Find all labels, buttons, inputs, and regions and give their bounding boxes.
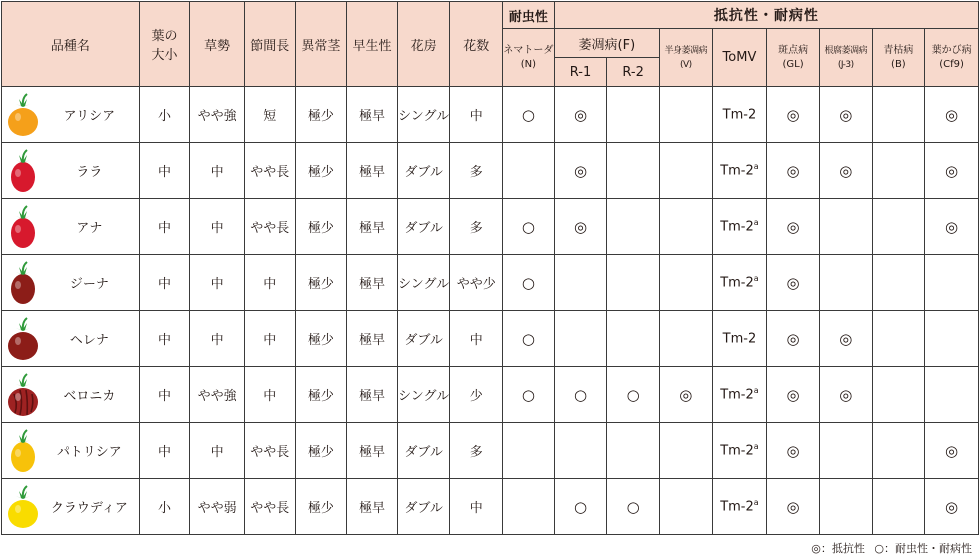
internode-length-cell xyxy=(244,423,295,479)
truss-type: シングル xyxy=(398,389,450,404)
plant-vigor: 中 xyxy=(210,221,224,236)
internode-length: やや長 xyxy=(250,501,290,516)
j3-mark-cell xyxy=(819,255,872,311)
tomv-superscript: a xyxy=(753,498,759,508)
gl-mark-cell xyxy=(767,311,820,367)
b-mark-cell xyxy=(872,255,925,311)
fusarium-r1-mark: ○ xyxy=(573,497,588,516)
abnormal-stem: 極少 xyxy=(307,165,334,180)
fusarium-r2-mark-cell xyxy=(607,87,660,143)
tomato-icon xyxy=(6,92,40,138)
internode-length-cell xyxy=(244,199,295,255)
abnormal-stem-cell xyxy=(295,199,347,255)
earliness: 極早 xyxy=(358,165,385,180)
j3-mark: ◎ xyxy=(839,161,853,180)
verticillium-mark-cell xyxy=(659,143,712,199)
verticillium-mark-cell xyxy=(659,311,712,367)
leaf-size-cell xyxy=(139,255,190,311)
header-gl-code: (GL) xyxy=(782,58,804,70)
header-variety-name: 品種名 xyxy=(2,2,140,87)
tomv-gene: Tm-2 xyxy=(722,107,757,123)
plant-vigor-cell xyxy=(190,367,245,423)
b-mark-cell xyxy=(872,311,925,367)
internode-length: 中 xyxy=(263,389,277,404)
tomv-gene-cell xyxy=(712,367,767,423)
tomato-icon xyxy=(6,148,40,194)
truss-type: ダブル xyxy=(404,501,443,516)
tomv-superscript: a xyxy=(753,386,759,396)
variety-trait-table xyxy=(1,1,979,535)
tomv-superscript: a xyxy=(753,218,759,228)
j3-mark-cell xyxy=(819,367,872,423)
truss-type: ダブル xyxy=(404,445,443,460)
header-fusarium-wilt: 萎凋病(F) xyxy=(554,29,659,58)
abnormal-stem-cell xyxy=(295,479,347,535)
plant-vigor-cell xyxy=(190,479,245,535)
flower-count-cell xyxy=(450,143,503,199)
gl-mark-cell xyxy=(767,423,820,479)
tomv-gene-cell xyxy=(712,479,767,535)
earliness: 極早 xyxy=(358,445,385,460)
fusarium-r2-mark-cell xyxy=(607,255,660,311)
tomv-superscript: a xyxy=(753,274,759,284)
leaf-size-cell xyxy=(139,423,190,479)
leaf-size: 小 xyxy=(157,501,171,516)
nematode-mark-cell xyxy=(503,143,555,199)
plant-vigor: 中 xyxy=(210,333,224,348)
earliness-cell xyxy=(347,255,398,311)
gl-mark: ◎ xyxy=(786,105,800,124)
tomv-gene-cell xyxy=(712,255,767,311)
header-j3-code: (J-3) xyxy=(837,59,854,70)
verticillium-mark-cell xyxy=(659,199,712,255)
internode-length-cell xyxy=(244,255,295,311)
header-cf9-label: 葉かび病 xyxy=(931,44,972,56)
nematode-mark: ○ xyxy=(521,217,535,236)
fusarium-r1-mark-cell xyxy=(554,143,607,199)
j3-mark-cell xyxy=(819,311,872,367)
truss-type: ダブル xyxy=(404,165,443,180)
j3-mark-cell xyxy=(819,87,872,143)
fusarium-r2-mark: ○ xyxy=(626,497,640,516)
truss-type-cell xyxy=(397,255,450,311)
abnormal-stem-cell xyxy=(295,311,347,367)
tomato-icon xyxy=(6,204,40,250)
header-earliness: 早生性 xyxy=(347,2,398,87)
legend-tolerant: ○：耐虫性・耐病性 xyxy=(874,542,972,555)
flower-count-cell xyxy=(450,367,503,423)
earliness: 極早 xyxy=(358,221,385,236)
leaf-size: 中 xyxy=(157,221,171,236)
abnormal-stem: 極少 xyxy=(307,333,334,348)
b-mark-cell xyxy=(872,87,925,143)
tomato-icon xyxy=(6,260,40,306)
header-cf9-code: (Cf9) xyxy=(939,58,964,70)
flower-count-cell xyxy=(450,255,503,311)
verticillium-mark-cell xyxy=(659,87,712,143)
internode-length: 短 xyxy=(263,109,277,124)
nematode-mark-cell xyxy=(503,199,555,255)
plant-vigor: やや弱 xyxy=(197,501,237,516)
flower-count: 多 xyxy=(469,221,483,236)
cf9-mark-cell xyxy=(925,199,979,255)
cf9-mark-cell xyxy=(925,143,979,199)
plant-vigor-cell xyxy=(190,423,245,479)
j3-mark-cell xyxy=(819,143,872,199)
variety-name: アリシア xyxy=(63,109,116,124)
fusarium-r1-mark-cell xyxy=(554,87,607,143)
tomato-icon xyxy=(6,428,40,474)
header-fusarium-r1: R-1 xyxy=(554,58,607,87)
header-b-label: 青枯病 xyxy=(883,44,914,56)
nematode-mark-cell xyxy=(503,87,555,143)
tomv-gene: Tm-2 xyxy=(720,163,754,179)
earliness-cell xyxy=(347,87,398,143)
truss-type-cell xyxy=(397,143,450,199)
gl-mark-cell xyxy=(767,255,820,311)
fusarium-r1-mark: ◎ xyxy=(573,161,588,180)
j3-mark-cell xyxy=(819,479,872,535)
header-truss-type: 花房 xyxy=(397,2,450,87)
leaf-size-cell xyxy=(139,143,190,199)
plant-vigor-cell xyxy=(190,311,245,367)
gl-mark-cell xyxy=(767,199,820,255)
cf9-mark: ◎ xyxy=(945,497,959,516)
fusarium-r1-mark-cell xyxy=(554,479,607,535)
truss-type-cell xyxy=(397,87,450,143)
nematode-mark-cell xyxy=(503,479,555,535)
header-flower-count: 花数 xyxy=(450,2,503,87)
variety-name: ララ xyxy=(76,165,103,180)
fusarium-r2-mark-cell xyxy=(607,479,660,535)
plant-vigor-cell xyxy=(190,255,245,311)
verticillium-mark-cell xyxy=(659,367,712,423)
cf9-mark-cell xyxy=(925,255,979,311)
flower-count-cell xyxy=(450,199,503,255)
fusarium-r1-mark: ◎ xyxy=(573,105,588,124)
header-gray-leaf-spot xyxy=(767,29,820,87)
earliness-cell xyxy=(347,311,398,367)
internode-length: 中 xyxy=(263,277,277,292)
internode-length-cell xyxy=(244,143,295,199)
tomato-icon xyxy=(6,316,40,362)
earliness-cell xyxy=(347,199,398,255)
internode-length-cell xyxy=(244,87,295,143)
header-bacterial-wilt xyxy=(872,29,925,87)
gl-mark-cell xyxy=(767,367,820,423)
gl-mark: ◎ xyxy=(786,217,800,236)
table-row xyxy=(2,255,979,311)
header-leaf-size-line2: 大小 xyxy=(151,48,178,63)
fusarium-r2-mark-cell xyxy=(607,143,660,199)
variety-name-cell xyxy=(2,255,140,311)
j3-mark-cell xyxy=(819,423,872,479)
header-tomv: ToMV xyxy=(712,29,767,87)
header-gl-label: 斑点病 xyxy=(778,44,809,56)
header-disease-resistance-group: 抵抗性・耐病性 xyxy=(554,2,978,29)
variety-name: ジーナ xyxy=(69,277,109,292)
internode-length-cell xyxy=(244,311,295,367)
leaf-size: 中 xyxy=(157,389,171,404)
abnormal-stem: 極少 xyxy=(307,501,334,516)
internode-length: やや長 xyxy=(250,165,290,180)
tomv-gene: Tm-2 xyxy=(720,275,754,291)
flower-count: 中 xyxy=(469,333,483,348)
header-leaf-mold xyxy=(925,29,979,87)
gl-mark: ◎ xyxy=(786,273,800,292)
earliness: 極早 xyxy=(358,501,385,516)
leaf-size: 中 xyxy=(157,277,171,292)
internode-length: 中 xyxy=(263,333,277,348)
leaf-size-cell xyxy=(139,311,190,367)
plant-vigor: やや強 xyxy=(197,389,237,404)
tomv-superscript: a xyxy=(753,162,759,172)
fusarium-r1-mark-cell xyxy=(554,423,607,479)
internode-length-cell xyxy=(244,367,295,423)
variety-name: ヘレナ xyxy=(69,333,109,348)
header-b-code: (B) xyxy=(891,58,906,70)
table-row xyxy=(2,87,979,143)
fusarium-r2-mark-cell xyxy=(607,199,660,255)
flower-count: 多 xyxy=(469,445,483,460)
flower-count: 中 xyxy=(469,501,483,516)
earliness: 極早 xyxy=(358,109,385,124)
flower-count: 多 xyxy=(469,165,483,180)
earliness-cell xyxy=(347,423,398,479)
leaf-size-cell xyxy=(139,479,190,535)
b-mark-cell xyxy=(872,199,925,255)
gl-mark: ◎ xyxy=(786,385,800,404)
nematode-mark-cell xyxy=(503,367,555,423)
nematode-mark: ○ xyxy=(521,329,535,348)
tomv-superscript: a xyxy=(753,442,759,452)
table-row xyxy=(2,199,979,255)
earliness-cell xyxy=(347,367,398,423)
variety-name-cell xyxy=(2,199,140,255)
cf9-mark: ◎ xyxy=(945,105,959,124)
verticillium-mark: ◎ xyxy=(679,385,693,404)
earliness: 極早 xyxy=(358,333,385,348)
earliness-cell xyxy=(347,479,398,535)
flower-count: 中 xyxy=(469,109,483,124)
fusarium-r1-mark-cell xyxy=(554,255,607,311)
truss-type: ダブル xyxy=(404,221,443,236)
header-verticillium-label: 半身萎凋病 xyxy=(664,45,708,56)
leaf-size: 中 xyxy=(157,445,171,460)
header-fusarium-r2: R-2 xyxy=(607,58,660,87)
leaf-size-cell xyxy=(139,367,190,423)
cf9-mark: ◎ xyxy=(945,161,959,180)
header-j3-label: 根腐萎凋病 xyxy=(824,45,867,56)
tomv-gene: Tm-2 xyxy=(722,331,757,347)
plant-vigor-cell xyxy=(190,143,245,199)
variety-name: クラウディア xyxy=(50,501,128,516)
plant-vigor: やや強 xyxy=(197,109,237,124)
b-mark-cell xyxy=(872,479,925,535)
cf9-mark-cell xyxy=(925,479,979,535)
variety-name-cell xyxy=(2,143,140,199)
leaf-size-cell xyxy=(139,87,190,143)
fusarium-r2-mark: ○ xyxy=(626,385,640,404)
internode-length: やや長 xyxy=(250,445,290,460)
fusarium-r2-mark-cell xyxy=(607,423,660,479)
variety-name-cell xyxy=(2,479,140,535)
j3-mark: ◎ xyxy=(839,385,853,404)
header-crown-root-rot xyxy=(819,29,872,87)
truss-type-cell xyxy=(397,367,450,423)
fusarium-r2-mark-cell xyxy=(607,311,660,367)
abnormal-stem: 極少 xyxy=(307,445,334,460)
plant-vigor: 中 xyxy=(210,445,224,460)
fusarium-r1-mark: ○ xyxy=(573,385,588,404)
abnormal-stem-cell xyxy=(295,367,347,423)
header-abnormal-stem: 異常茎 xyxy=(295,2,347,87)
tomv-gene: Tm-2 xyxy=(720,387,754,403)
cf9-mark-cell xyxy=(925,423,979,479)
gl-mark-cell xyxy=(767,143,820,199)
cf9-mark-cell xyxy=(925,367,979,423)
plant-vigor-cell xyxy=(190,199,245,255)
header-nematode-code: (N) xyxy=(520,58,537,70)
abnormal-stem-cell xyxy=(295,87,347,143)
legend-resistant: ◎：抵抗性 xyxy=(811,542,865,555)
fusarium-r1-mark-cell xyxy=(554,311,607,367)
fusarium-r1-mark: ◎ xyxy=(573,217,588,236)
gl-mark: ◎ xyxy=(786,329,800,348)
cf9-mark: ◎ xyxy=(945,217,959,236)
variety-name-cell xyxy=(2,367,140,423)
j3-mark-cell xyxy=(819,199,872,255)
tomato-icon xyxy=(6,372,40,418)
flower-count-cell xyxy=(450,479,503,535)
fusarium-r1-mark-cell xyxy=(554,199,607,255)
abnormal-stem: 極少 xyxy=(307,389,334,404)
header-plant-vigor: 草勢 xyxy=(190,2,245,87)
variety-name-cell xyxy=(2,423,140,479)
table-row xyxy=(2,311,979,367)
variety-name: アナ xyxy=(76,221,103,236)
abnormal-stem-cell xyxy=(295,423,347,479)
table-row xyxy=(2,143,979,199)
truss-type: シングル xyxy=(398,109,450,124)
flower-count-cell xyxy=(450,423,503,479)
b-mark-cell xyxy=(872,143,925,199)
cf9-mark-cell xyxy=(925,311,979,367)
nematode-mark-cell xyxy=(503,423,555,479)
tomv-gene: Tm-2 xyxy=(720,219,754,235)
truss-type-cell xyxy=(397,311,450,367)
variety-rows xyxy=(2,87,979,535)
j3-mark: ◎ xyxy=(839,329,853,348)
leaf-size: 小 xyxy=(157,109,171,124)
cf9-mark-cell xyxy=(925,87,979,143)
gl-mark: ◎ xyxy=(786,497,800,516)
variety-name-cell xyxy=(2,311,140,367)
tomv-gene: Tm-2 xyxy=(720,443,754,459)
gl-mark-cell xyxy=(767,87,820,143)
leaf-size: 中 xyxy=(157,333,171,348)
leaf-size: 中 xyxy=(157,165,171,180)
internode-length-cell xyxy=(244,479,295,535)
verticillium-mark-cell xyxy=(659,479,712,535)
header-insect-resistance-group: 耐虫性 xyxy=(503,2,555,29)
truss-type-cell xyxy=(397,479,450,535)
abnormal-stem: 極少 xyxy=(307,221,334,236)
header-internode-length: 節間長 xyxy=(244,2,295,87)
plant-vigor-cell xyxy=(190,87,245,143)
flower-count-cell xyxy=(450,87,503,143)
flower-count-cell xyxy=(450,311,503,367)
abnormal-stem-cell xyxy=(295,143,347,199)
leaf-size-cell xyxy=(139,199,190,255)
legend xyxy=(805,540,972,556)
tomv-gene-cell xyxy=(712,311,767,367)
nematode-mark: ○ xyxy=(521,273,535,292)
flower-count: やや少 xyxy=(456,277,496,292)
tomv-gene-cell xyxy=(712,199,767,255)
header-verticillium-code: (V) xyxy=(679,59,692,70)
header-leaf-size-line1: 葉の xyxy=(151,29,178,44)
truss-type-cell xyxy=(397,199,450,255)
gl-mark: ◎ xyxy=(786,161,800,180)
b-mark-cell xyxy=(872,367,925,423)
truss-type-cell xyxy=(397,423,450,479)
gl-mark-cell xyxy=(767,479,820,535)
earliness: 極早 xyxy=(358,277,385,292)
table-row xyxy=(2,423,979,479)
earliness: 極早 xyxy=(358,389,385,404)
abnormal-stem: 極少 xyxy=(307,277,334,292)
internode-length: やや長 xyxy=(250,221,290,236)
plant-vigor: 中 xyxy=(210,165,224,180)
tomv-gene-cell xyxy=(712,87,767,143)
plant-vigor: 中 xyxy=(210,277,224,292)
nematode-mark-cell xyxy=(503,311,555,367)
header-nematode-label: ネマトーダ xyxy=(503,44,554,56)
nematode-mark: ○ xyxy=(521,385,535,404)
variety-name: パトリシア xyxy=(56,445,122,460)
nematode-mark: ○ xyxy=(521,105,535,124)
abnormal-stem: 極少 xyxy=(307,109,334,124)
verticillium-mark-cell xyxy=(659,423,712,479)
tomv-gene: Tm-2 xyxy=(720,499,754,515)
earliness-cell xyxy=(347,143,398,199)
b-mark-cell xyxy=(872,423,925,479)
flower-count: 少 xyxy=(469,389,483,404)
fusarium-r2-mark-cell xyxy=(607,367,660,423)
truss-type: シングル xyxy=(398,277,450,292)
gl-mark: ◎ xyxy=(786,441,800,460)
truss-type: ダブル xyxy=(404,333,443,348)
abnormal-stem-cell xyxy=(295,255,347,311)
header-verticillium xyxy=(659,29,712,87)
table-row xyxy=(2,479,979,535)
tomv-gene-cell xyxy=(712,143,767,199)
cf9-mark: ◎ xyxy=(945,441,959,460)
tomato-icon xyxy=(6,484,40,530)
variety-name: ベロニカ xyxy=(63,389,116,404)
tomv-gene-cell xyxy=(712,423,767,479)
header-nematode xyxy=(503,29,555,87)
j3-mark: ◎ xyxy=(839,105,853,124)
table-row xyxy=(2,367,979,423)
variety-name-cell xyxy=(2,87,140,143)
nematode-mark-cell xyxy=(503,255,555,311)
header-leaf-size xyxy=(139,2,190,87)
verticillium-mark-cell xyxy=(659,255,712,311)
fusarium-r1-mark-cell xyxy=(554,367,607,423)
